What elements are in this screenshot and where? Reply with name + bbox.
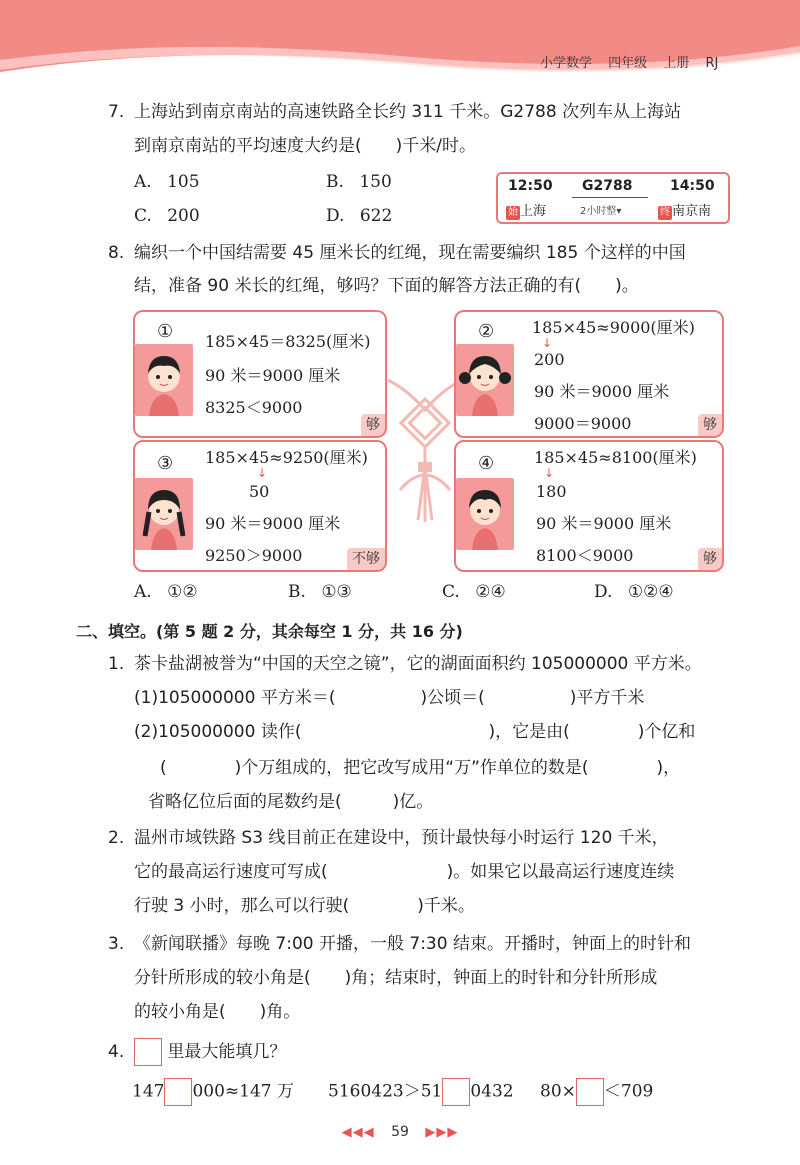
- q7-number: 7.: [108, 102, 125, 122]
- grade-label: 四年级: [608, 56, 648, 71]
- card-estimate: 200: [534, 350, 565, 369]
- expr-left: 80×: [540, 1081, 576, 1102]
- option-value: 622: [359, 206, 393, 226]
- train-ticket: [496, 172, 730, 224]
- train-number: G2788: [582, 178, 633, 194]
- ticket-from: [506, 200, 546, 220]
- girl-avatar-icon: [456, 344, 514, 416]
- q8-text-line1: 编织一个中国结需要 45 厘米长的红绳，现在需要编织 185 个这样的中国: [134, 243, 686, 263]
- card-compare-line: 9250＞9000: [205, 546, 303, 565]
- start-tag: 始: [508, 207, 518, 218]
- card-unit-line: 90 米＝9000 厘米: [534, 382, 670, 401]
- f1-text-line2: (1)105000000 平方米＝( )公顷＝( )平方千米: [134, 688, 645, 708]
- option-value: 200: [167, 206, 200, 226]
- f1-text-line5: 省略亿位后面的尾数约是( )亿。: [148, 792, 434, 812]
- f3-number: 3.: [108, 934, 125, 954]
- expr-right: 000≈147 万: [192, 1081, 294, 1102]
- down-arrow-icon: ↓: [544, 466, 555, 480]
- option-value: 150: [359, 172, 392, 192]
- f3-text-line3: 的较小角是( )角。: [134, 1002, 301, 1022]
- arrive-time: 14:50: [670, 178, 715, 194]
- subject-label: 小学数学: [540, 56, 593, 71]
- option-label: C.: [134, 206, 152, 226]
- solution-card-3[interactable]: [133, 440, 387, 572]
- card-unit-line: 90 米＝9000 厘米: [205, 514, 341, 533]
- f4-expression-2: [328, 1078, 514, 1106]
- q7-text-line1: 上海站到南京南站的高速铁路全长约 311 千米。G2788 次列车从上海站: [134, 102, 682, 122]
- expr-right: 0432: [470, 1081, 514, 1102]
- volume-label: 上册: [663, 56, 690, 71]
- f1-text-line4: ( )个万组成的，把它改写成用“万”作单位的数是( )，: [160, 758, 681, 778]
- solution-card-2[interactable]: [454, 310, 724, 438]
- card-unit-line: 90 米＝9000 厘米: [205, 366, 341, 385]
- option-label: A.: [134, 172, 152, 192]
- card-calc-line: 185×45≈8100(厘米): [534, 448, 697, 467]
- next-arrows-icon: ▶▶▶: [425, 1125, 459, 1140]
- solution-card-1[interactable]: [133, 310, 387, 438]
- option-label: B.: [288, 582, 306, 602]
- card-estimate: 50: [249, 482, 270, 501]
- f1-text-line1: 茶卡盐湖被誉为“中国的天空之镜”，它的湖面面积约 105000000 平方米。: [134, 654, 702, 674]
- card-verdict: 够: [698, 548, 722, 570]
- q8-text-line2: 结，准备 90 米长的红绳，够吗？下面的解答方法正确的有( )。: [134, 276, 639, 296]
- card-verdict: 不够: [347, 548, 385, 570]
- card-verdict: 够: [361, 414, 385, 436]
- q7-option-c[interactable]: [134, 204, 200, 228]
- option-label: B.: [326, 172, 344, 192]
- q7-option-a[interactable]: [134, 170, 200, 194]
- option-label: C.: [442, 582, 460, 602]
- option-label: D.: [326, 206, 345, 226]
- card-number: ②: [478, 321, 495, 342]
- q7-option-d[interactable]: [326, 204, 392, 228]
- card-number: ③: [157, 453, 174, 474]
- f4-expression-1: [132, 1078, 294, 1106]
- prev-arrows-icon: ◀◀◀: [341, 1125, 375, 1140]
- down-arrow-icon: ↓: [257, 466, 268, 480]
- page-number: 59: [391, 1124, 409, 1140]
- option-value: ①②: [167, 582, 198, 602]
- option-value: ②④: [475, 582, 506, 602]
- boy-avatar-icon: [135, 344, 193, 416]
- edition-label: RJ: [705, 56, 719, 71]
- section-title: 二、填空。(第 5 题 2 分，其余每空 1 分，共 16 分): [76, 622, 463, 641]
- option-value: 105: [167, 172, 200, 192]
- f4-expression-3: [540, 1078, 653, 1106]
- q8-option-a[interactable]: [134, 580, 198, 604]
- f2-number: 2.: [108, 828, 125, 848]
- f4-prompt: [134, 1038, 286, 1066]
- q8-number: 8.: [108, 243, 125, 263]
- q8-option-d[interactable]: [594, 580, 674, 604]
- expr-right: ＜709: [603, 1081, 654, 1102]
- card-number: ④: [478, 453, 495, 474]
- f2-text-line3: 行驶 3 小时，那么可以行驶( )千米。: [134, 896, 475, 916]
- card-calc-line: 185×45≈9250(厘米): [205, 448, 368, 467]
- ticket-to: [658, 200, 711, 220]
- ticket-arrow-line: [572, 197, 648, 198]
- book-info: [540, 52, 718, 71]
- q8-option-c[interactable]: [442, 580, 506, 604]
- card-number: ①: [157, 321, 174, 342]
- q7-text-line2: 到南京南站的平均速度大约是( )千米/时。: [134, 136, 476, 156]
- blank-box-icon: [134, 1038, 162, 1066]
- card-unit-line: 90 米＝9000 厘米: [536, 514, 672, 533]
- card-compare-line: 9000＝9000: [534, 414, 632, 433]
- solution-card-4[interactable]: [454, 440, 724, 572]
- option-value: ①②④: [627, 582, 674, 602]
- ticket-duration: 2小时整▾: [580, 206, 622, 217]
- down-arrow-icon: ↓: [542, 336, 553, 350]
- answer-box[interactable]: [442, 1078, 470, 1106]
- card-compare-line: 8100＜9000: [536, 546, 634, 565]
- answer-box[interactable]: [576, 1078, 604, 1106]
- card-calc-line: 185×45≈9000(厘米): [532, 318, 695, 337]
- card-estimate: 180: [536, 482, 567, 501]
- f3-text-line2: 分针所形成的较小角是( )角；结束时，钟面上的时针和分针所形成: [134, 968, 658, 988]
- card-calc-line: 185×45＝8325(厘米): [205, 332, 371, 351]
- f1-number: 1.: [108, 654, 125, 674]
- to-station: 南京南: [672, 204, 712, 219]
- option-value: ①③: [321, 582, 352, 602]
- f2-text-line1: 温州市域铁路 S3 线目前正在建设中，预计最快每小时运行 120 千米，: [134, 828, 669, 848]
- q7-option-b[interactable]: [326, 170, 392, 194]
- end-tag: 终: [660, 207, 670, 218]
- girl-braids-avatar-icon: [135, 478, 193, 550]
- f4-prompt-text: 里最大能填几？: [167, 1042, 287, 1062]
- f3-text-line1: 《新闻联播》每晚 7:00 开播，一般 7:30 结束。开播时，钟面上的时针和: [134, 934, 691, 954]
- from-station: 上海: [520, 204, 547, 219]
- boy-avatar-icon: [456, 478, 514, 550]
- f4-number: 4.: [108, 1042, 125, 1062]
- expr-left: 5160423＞51: [328, 1081, 443, 1102]
- answer-box[interactable]: [164, 1078, 192, 1106]
- option-label: A.: [134, 582, 152, 602]
- page-footer: [0, 1124, 800, 1140]
- card-verdict: 够: [698, 414, 722, 436]
- card-compare-line: 8325＜9000: [205, 398, 303, 417]
- f1-text-line3: (2)105000000 读作( )，它是由( )个亿和: [134, 722, 696, 742]
- q8-option-b[interactable]: [288, 580, 352, 604]
- depart-time: 12:50: [508, 178, 553, 194]
- expr-left: 147: [132, 1081, 165, 1102]
- option-label: D.: [594, 582, 613, 602]
- f2-text-line2: 它的最高运行速度可写成( )。如果它以最高运行速度连续: [134, 862, 675, 882]
